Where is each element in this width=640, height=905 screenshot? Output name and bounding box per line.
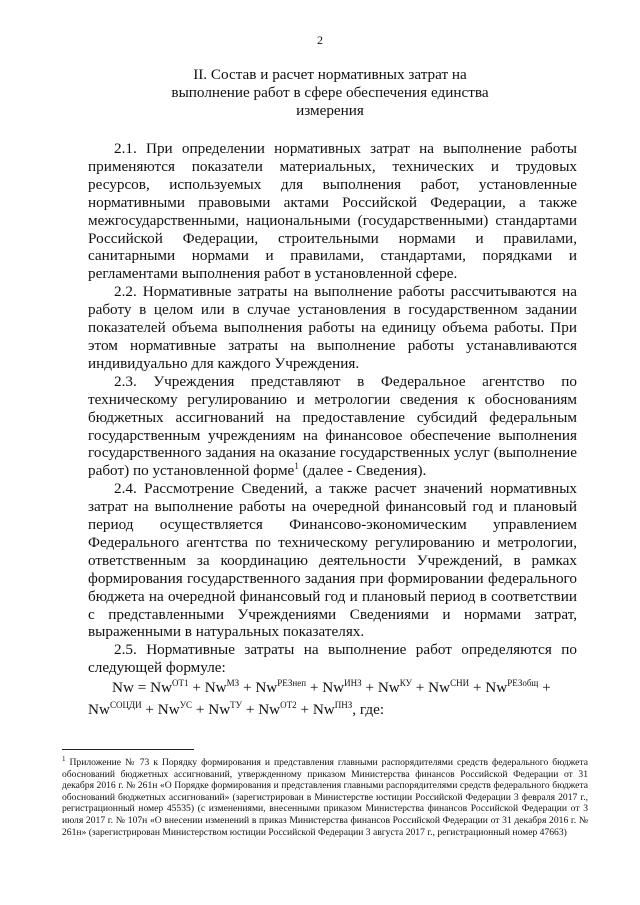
formula-term [428, 679, 485, 696]
formula-term [208, 701, 258, 718]
formula-term-base: Nw [208, 701, 231, 718]
formula-term-base: Nw [204, 679, 227, 696]
formula-operator: + [411, 679, 429, 696]
formula-term-base: Nw [428, 679, 451, 696]
formula-term-superscript: КУ [399, 677, 412, 688]
formula-operator: + [296, 701, 313, 718]
formula-term [255, 679, 322, 696]
footnote-divider [62, 749, 194, 750]
formula-lhs: Nw = [112, 679, 151, 696]
formula-term-base: Nw [377, 679, 400, 696]
formula-term-superscript: СОЦДИ [109, 699, 142, 710]
formula-term-superscript: ИНЗ [344, 677, 362, 688]
formula [88, 677, 588, 721]
footnote-reference: 1 [294, 461, 299, 472]
formula-term-superscript: МЗ [226, 677, 240, 688]
paragraph-2-3 [88, 373, 577, 480]
formula-term-base: Nw [150, 679, 173, 696]
formula-terms-line-1 [150, 679, 551, 696]
paragraph-2-3-tail: (далее - Сведения). [298, 462, 427, 480]
formula-term [205, 679, 256, 696]
formula-operator: + [538, 679, 551, 696]
footnote-text: Приложение № 73 к Порядку формирования и представления главными распорядителями средств федерального бюджета обоснований бюджетных ассигнований, утвержденному приказом Министерства финансов Российской Федерации от 31 декабря 2016 г. № 261н «О Порядке формирования и представления главными распорядителями средств федерального бюджета обоснований бюджетных ассигнований» (зарегистрирован в Министерстве юстиции Российской Федерации 3 февраля 2017 г., регистрационный номер 45535) (с изменениями, внесенными приказом Министерства финансов Российской Федерации от 3 июля 2017 г. № 107н «О внесении изменений в приказ Министерства финансов Российской Федерации от 31 декабря 2016 г. № 261н» (зарегистрирован Министерством юстиции Российской Федерации 3 августа 2017 г., регистрационный номер 47663) [62, 757, 588, 838]
formula-term-superscript: ОТ1 [172, 677, 189, 688]
section-heading [100, 66, 560, 120]
formula-term-base: Nw [485, 679, 508, 696]
section-heading-line-3: измерения [296, 102, 364, 119]
section-heading-line-1: II. Состав и расчет нормативных затрат на [193, 66, 467, 83]
formula-operator: + [188, 679, 205, 696]
formula-line-1 [88, 677, 588, 699]
formula-term-base: Nw [322, 679, 345, 696]
formula-term [313, 701, 384, 718]
formula-operator: + [242, 701, 259, 718]
formula-line-2 [88, 699, 588, 721]
formula-term-superscript: УС [179, 699, 193, 710]
formula-operator: + [306, 679, 323, 696]
paragraph-2-3-text: 2.3. Учреждения представляют в Федеральное агентство по техническому регулированию и метрологии сведения к обоснованиям бюджетных ассигнований на предоставление субсидий федеральным государственным учреждениям на финансовое обеспечение выполнения государственного задания на оказание государственных услуг (выполнение работ) по установленной форме [88, 372, 577, 480]
formula-term [322, 679, 378, 696]
formula-operator: + [469, 679, 486, 696]
formula-term-base: Nw [157, 701, 180, 718]
paragraph-2-1: 2.1. При определении нормативных затрат на выполнение работы применяются показатели материальных, технических и трудовых ресурсов, используемых для выполнения работ, установленные нормативными правовыми актами Российской Федерации, а также межгосударственными, национальными (государственными) стандартами Российской Федерации, строительными нормами и правилами, санитарными нормами и правилами, стандартами, порядками и регламентами выполнения работ в установленной сфере. [88, 140, 577, 283]
footnote-mark: 1 [62, 754, 66, 763]
paragraph-2-4: 2.4. Рассмотрение Сведений, а также расчет значений нормативных затрат на выполнение работы на очередной финансовый год и плановый период осуществляется Финансово-экономическим управлением Федерального агентства по техническому регулированию и метрологии, ответственным за координацию деятельности Учреждений, в рамках формирования государственного задания при формировании федерального бюджета на очередной финансовый год и плановый период в соответствии с представленными Учреждениями Сведениями и нормами затрат, выраженными в натуральных показателях. [88, 480, 577, 641]
formula-term-superscript: СНИ [450, 677, 470, 688]
formula-operator: + [141, 701, 158, 718]
formula-term-superscript: ПНЗ [334, 699, 353, 710]
paragraph-2-2: 2.2. Нормативные затраты на выполнение работы рассчитываются на работу в целом или в случае установления в государственном задании показателей объема выполнения работы на единицу объема работы. При этом нормативные затраты на выполнение работы устанавливаются индивидуально для каждого Учреждения. [88, 283, 577, 372]
formula-term-superscript: РЕЗнеп [277, 677, 307, 688]
formula-operator: , где: [352, 701, 385, 718]
formula-term [88, 701, 158, 718]
formula-term [150, 679, 205, 696]
paragraph-2-5: 2.5. Нормативные затраты на выполнение работ определяются по следующей формуле: [88, 641, 577, 677]
formula-term-base: Nw [88, 701, 110, 718]
formula-term [378, 679, 428, 696]
formula-term [158, 701, 208, 718]
formula-term-base: Nw [258, 701, 281, 718]
formula-term-superscript: РЕЗобщ [507, 677, 539, 688]
formula-term-base: Nw [312, 701, 335, 718]
footnote [62, 754, 588, 838]
formula-operator: + [361, 679, 378, 696]
body-text [88, 140, 577, 677]
formula-term-base: Nw [255, 679, 278, 696]
formula-term-superscript: ТУ [230, 699, 243, 710]
formula-operator: + [192, 701, 209, 718]
formula-term [485, 679, 550, 696]
formula-term-superscript: ОТ2 [280, 699, 297, 710]
section-heading-line-2: выполнение работ в сфере обеспечения единства [171, 84, 489, 101]
page-number: 2 [317, 33, 323, 47]
formula-term [258, 701, 313, 718]
formula-operator: + [239, 679, 256, 696]
